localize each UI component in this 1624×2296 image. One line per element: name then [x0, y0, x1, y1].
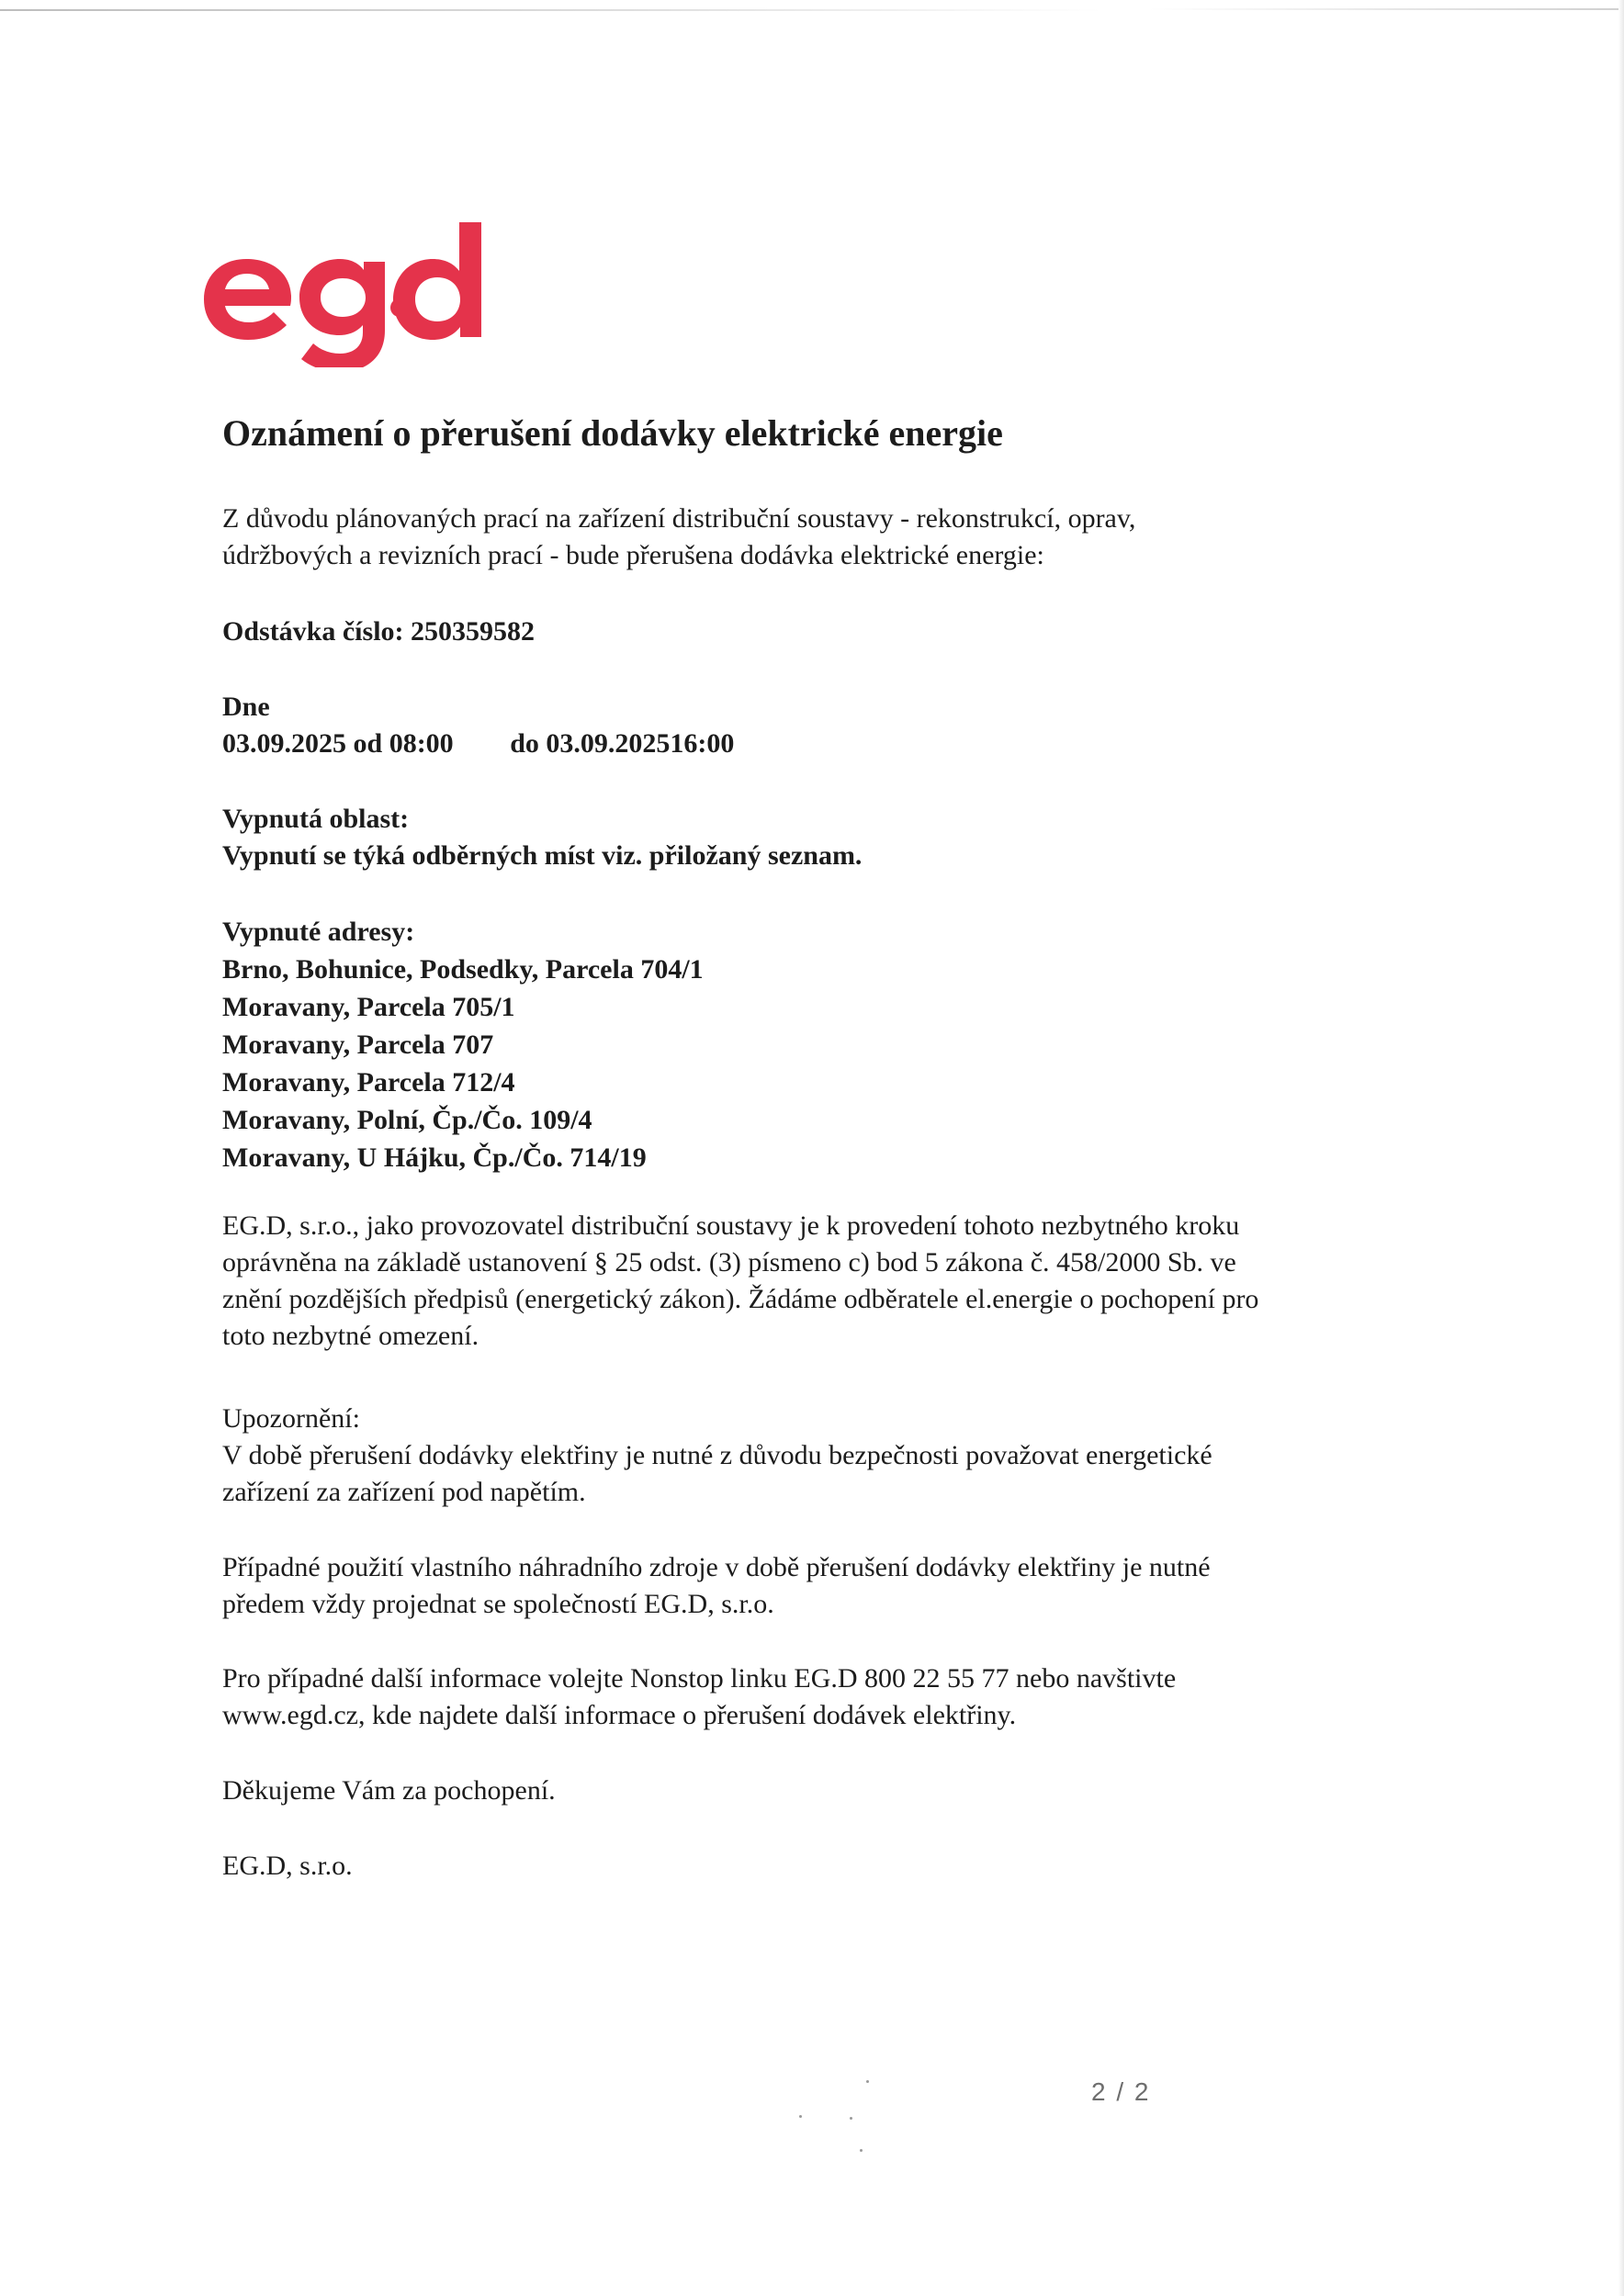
outage-from-time: 08:00	[389, 728, 454, 759]
address-item: Moravany, Polní, Čp./Čo. 109/4	[222, 1105, 592, 1135]
outage-to-word: do	[510, 728, 539, 759]
contact-line: Pro případné další informace volejte Nonstop linku EG.D 800 22 55 77 nebo navštivte	[222, 1663, 1177, 1694]
legal-line: EG.D, s.r.o., jako provozovatel distribuční soustavy je k provedení tohoto nezbytného kroku	[222, 1210, 1240, 1241]
legal-line: oprávněna na základě ustanovení § 25 odst. (3) písmeno c) bod 5 zákona č. 458/2000 Sb. ve	[222, 1247, 1236, 1277]
contact-line: www.egd.cz, kde najdete další informace o přerušení dodávek elektřiny.	[222, 1700, 1017, 1730]
intro-line: Z důvodu plánovaných prací na zařízení distribuční soustavy - rekonstrukcí, oprav,	[222, 503, 1136, 534]
scan-speck	[850, 2117, 852, 2120]
address-item: Brno, Bohunice, Podsedky, Parcela 704/1	[222, 954, 704, 985]
outage-number	[222, 613, 1435, 650]
signature	[222, 1848, 1435, 1885]
backup-source-line: předem vždy projednat se společností EG.D, s.r.o.	[222, 1589, 774, 1619]
legal-paragraph	[222, 1208, 1435, 1355]
scan-edge	[1618, 0, 1624, 2296]
egd-logo	[200, 220, 485, 367]
outage-from-date: 03.09.2025	[222, 728, 346, 759]
outage-to-datetime: 03.09.202516:00	[546, 728, 735, 759]
scan-edge	[1148, 8, 1624, 10]
legal-line: znění pozdějších předpisů (energetický zákon). Žádáme odběratele el.energie o pochopení pro	[222, 1284, 1259, 1314]
outage-number-value: 250359582	[411, 616, 536, 647]
intro-paragraph	[222, 501, 1435, 574]
address-list-label: Vypnuté adresy:	[222, 917, 415, 947]
scan-speck	[866, 2080, 869, 2083]
legal-line: toto nezbytné omezení.	[222, 1321, 479, 1351]
warning-line: V době přerušení dodávky elektřiny je nutné z důvodu bezpečnosti považovat energetické	[222, 1440, 1212, 1470]
scan-speck	[860, 2149, 863, 2152]
outage-number-label: Odstávka číslo:	[222, 616, 404, 647]
address-list	[222, 913, 1435, 1176]
thanks-text: Děkujeme Vám za pochopení.	[222, 1775, 556, 1806]
contact-paragraph	[222, 1660, 1435, 1734]
outage-area-label: Vypnutá oblast:	[222, 804, 410, 834]
page-number: 2 / 2	[1091, 2077, 1151, 2106]
address-item: Moravany, U Hájku, Čp./Čo. 714/19	[222, 1142, 647, 1173]
backup-source-line: Případné použití vlastního náhradního zdroje v době přerušení dodávky elektřiny je nutné	[222, 1552, 1211, 1582]
notice-title: Oznámení o přerušení dodávky elektrické energie	[222, 412, 1003, 454]
outage-area-text: Vypnutí se týká odběrných míst viz. přiložaný seznam.	[222, 840, 863, 871]
address-item: Moravany, Parcela 707	[222, 1030, 494, 1060]
outage-from-word: od	[353, 728, 383, 759]
signature-text: EG.D, s.r.o.	[222, 1851, 353, 1881]
address-item: Moravany, Parcela 712/4	[222, 1067, 515, 1097]
scan-speck	[799, 2115, 802, 2118]
intro-line: údržbových a revizních prací - bude přerušena dodávka elektrické energie:	[222, 540, 1044, 570]
outage-date	[222, 689, 1435, 762]
outage-day-label: Dne	[222, 692, 270, 722]
outage-area	[222, 801, 1435, 874]
warning-line: zařízení za zařízení pod napětím.	[222, 1477, 586, 1507]
warning-paragraph	[222, 1401, 1435, 1511]
backup-source-paragraph	[222, 1549, 1435, 1623]
scan-edge	[0, 9, 1102, 11]
thanks-line	[222, 1773, 1435, 1809]
address-item: Moravany, Parcela 705/1	[222, 992, 515, 1022]
warning-label: Upozornění:	[222, 1403, 360, 1434]
